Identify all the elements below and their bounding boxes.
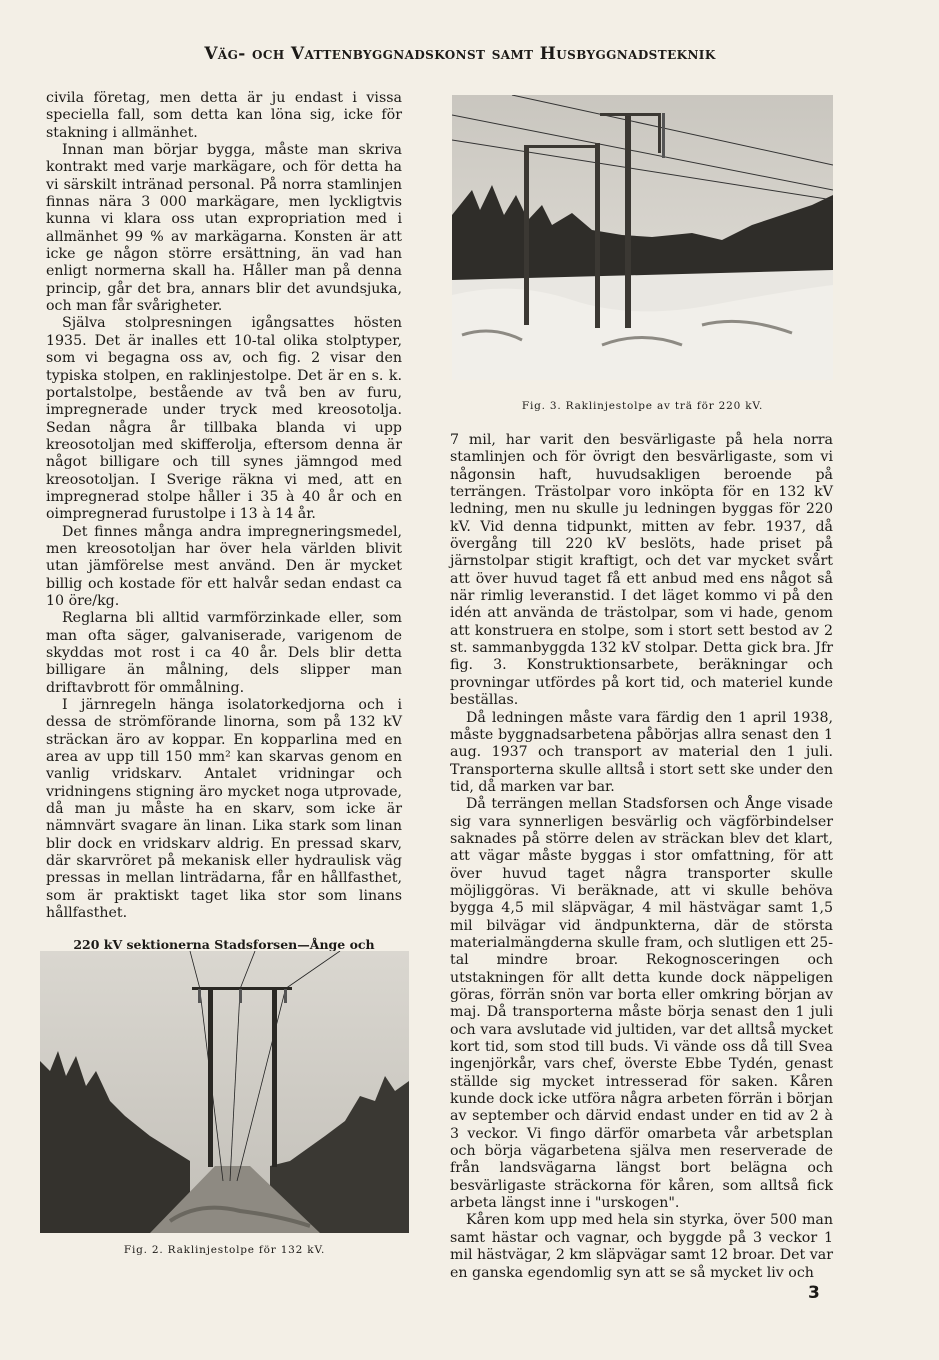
paragraph: Innan man börjar bygga, måste man skriva kontrakt med varje markägare, och för detta ha vi särskilt intränad personal. På norra stamlinjen finnas nära 3 000 markägare, men lyckligtvis kunna vi klara oss utan expropriation med i allmänhet 99 % av markägarna. Konsten är att icke ge någon större ersättning, än vad han enligt normerna skall ha. Håller man på denna princip, går det bra, annars blir det avundsjuka, och man får svårigheter. bbox=[46, 142, 402, 315]
right-column bbox=[450, 432, 833, 1282]
left-column bbox=[46, 90, 402, 1024]
paragraph: 7 mil, har varit den besvärligaste på hela norra stamlinjen och för övrigt den besvärligaste, som vi någonsin haft, huvudsakligen beroende på terrängen. Trästolpar voro inköpta för en 132 kV ledning, men nu skulle ju ledningen byggas för 220 kV. Vid denna tidpunkt, mitten av febr. 1937, då övergång till 220 kV beslöts, hade priset på järnstolpar stigit kraftigt, och det var mycket svårt att över huvud taget få ett anbud med ens något så när rimlig leveranstid. I det läget kommo vi på den idén att använda de trästolpar, som vi hade, genom att konstruera en stolpe, som i stort sett bestod av 2 st. sammanbyggda 132 kV stolpar. Detta gick bra. Jfr fig. 3. Konstruktionsarbete, beräkningar och provningar utfördes på kort tid, och materiel kunde beställas. bbox=[450, 432, 833, 709]
running-header: Väg- och Vattenbyggnadskonst samt Husbyggnadsteknik bbox=[204, 44, 716, 64]
paragraph: Det finnes många andra impregneringsmedel, men kreosotoljan har över hela världen blivit utan jämförelse mest använd. Den är mycket billig och kostade för ett halvår sedan endast ca 10 öre/kg. bbox=[46, 523, 402, 609]
paragraph: civila företag, men detta är ju endast i vissa speciella fall, som detta kan löna sig, icke för stakning i allmänhet. bbox=[46, 90, 402, 141]
fig2-photo bbox=[40, 951, 409, 1233]
fig3-photo bbox=[452, 95, 833, 380]
fig3-caption: Fig. 3. Raklinjestolpe av trä för 220 kV. bbox=[521, 400, 764, 412]
fig2-caption: Fig. 2. Raklinjestolpe för 132 kV. bbox=[123, 1244, 326, 1256]
paragraph: Då ledningen måste vara färdig den 1 april 1938, måste byggnadsarbetena påbörjas allra senast den 1 aug. 1937 och transport av material den 1 juli. Transporterna skulle alltså i stort sett ske under den tid, då marken var bar. bbox=[450, 709, 833, 795]
paragraph: Kåren kom upp med hela sin styrka, över 500 man samt hästar och vagnar, och byggde på 3 veckor 1 mil hästvägar, 2 km släpvägar samt 12 broar. Det var en ganska egendomlig syn att se så mycket liv och bbox=[450, 1212, 833, 1281]
section-heading: 220 kV sektionerna Stadsforsen—Ånge och bbox=[73, 936, 375, 952]
paragraph: I järnregeln hänga isolatorkedjorna och i dessa de strömförande linorna, som på 132 kV sträckan äro av koppar. En kopparlina med en area av upp till 150 mm² kan skarvas genom en vanlig vridskarv. Antalet vridningar och vridningens stigning äro mycket noga utprovade, då man ju måste ha en skarv, som icke är nämnvärt svagare än linan. Lika stark som linan blir dock en vridskarv aldrig. En pressad skarv, där skarvröret på mekanisk eller hydraulisk väg pressas in mellan linträdarna, får en hållfasthet, som är praktiskt taget lika stor som linans hållfasthet. bbox=[46, 697, 402, 922]
page-number: 3 bbox=[808, 1283, 820, 1303]
paragraph: Då terrängen mellan Stadsforsen och Ånge visade sig vara synnerligen besvärlig och vägförbindelser saknades på större delen av sträckan blev det klart, att vägar måste byggas i stor omfattning, för att över huvud taget några transporter skulle möjliggöras. Vi beräknade, att vi skulle behöva bygga 4,5 mil släpvägar, 4 mil hästvägar samt 1,5 mil bilvägar vid ändpunkterna, där de största materialmängderna skulle fram, och slutligen ett 25-tal mindre broar. Rekognosceringen och utstakningen för allt detta kunde dock näppeligen göras, förrän snön var borta eller omkring början av maj. Då transporterna måste börja senast den 1 juli och vara avslutade vid jultiden, var det alltså mycket kort tid, som stod till buds. Vi vände oss då till Svea ingenjörkår, vars chef, överste Ebbe Tydén, genast ställde sig mycket intresserad för saken. Kåren kunde dock icke utföra några arbeten förrän i början av september och därvid endast under en tid av 2 à 3 veckor. Vi fingo därför omarbeta vår arbetsplan och börja vägarbetena själva men reserverade de från landsvägarna längst bort belägna och besvärligaste sträckorna för kåren, som alltså fick arbeta längst inne i "urskogen". bbox=[450, 796, 833, 1212]
paragraph: Reglarna bli alltid varmförzinkade eller, som man ofta säger, galvaniserade, varigenom de skyddas mot rost i ca 40 år. Dels blir detta billigare än målning, dels slipper man driftavbrott för ommålning. bbox=[46, 610, 402, 696]
paragraph: Själva stolpresningen igångsattes hösten 1935. Det är inalles ett 10-tal olika stolptyper, som vi begagna oss av, och fig. 2 visar den typiska stolpen, en raklinjestolpe. Det är en s. k. portalstolpe, bestående av två ben av furu, impregnerade under tryck med kreosotolja. Sedan några år tillbaka blanda vi upp kreosotoljan med skifferolja, eftersom denna är något billigare och till synes jämngod med kreosotoljan. I Sverige räkna vi med, att en impregnerad stolpe håller i 35 à 40 år och en oimpregnerad furustolpe i 13 à 14 år. bbox=[46, 315, 402, 523]
